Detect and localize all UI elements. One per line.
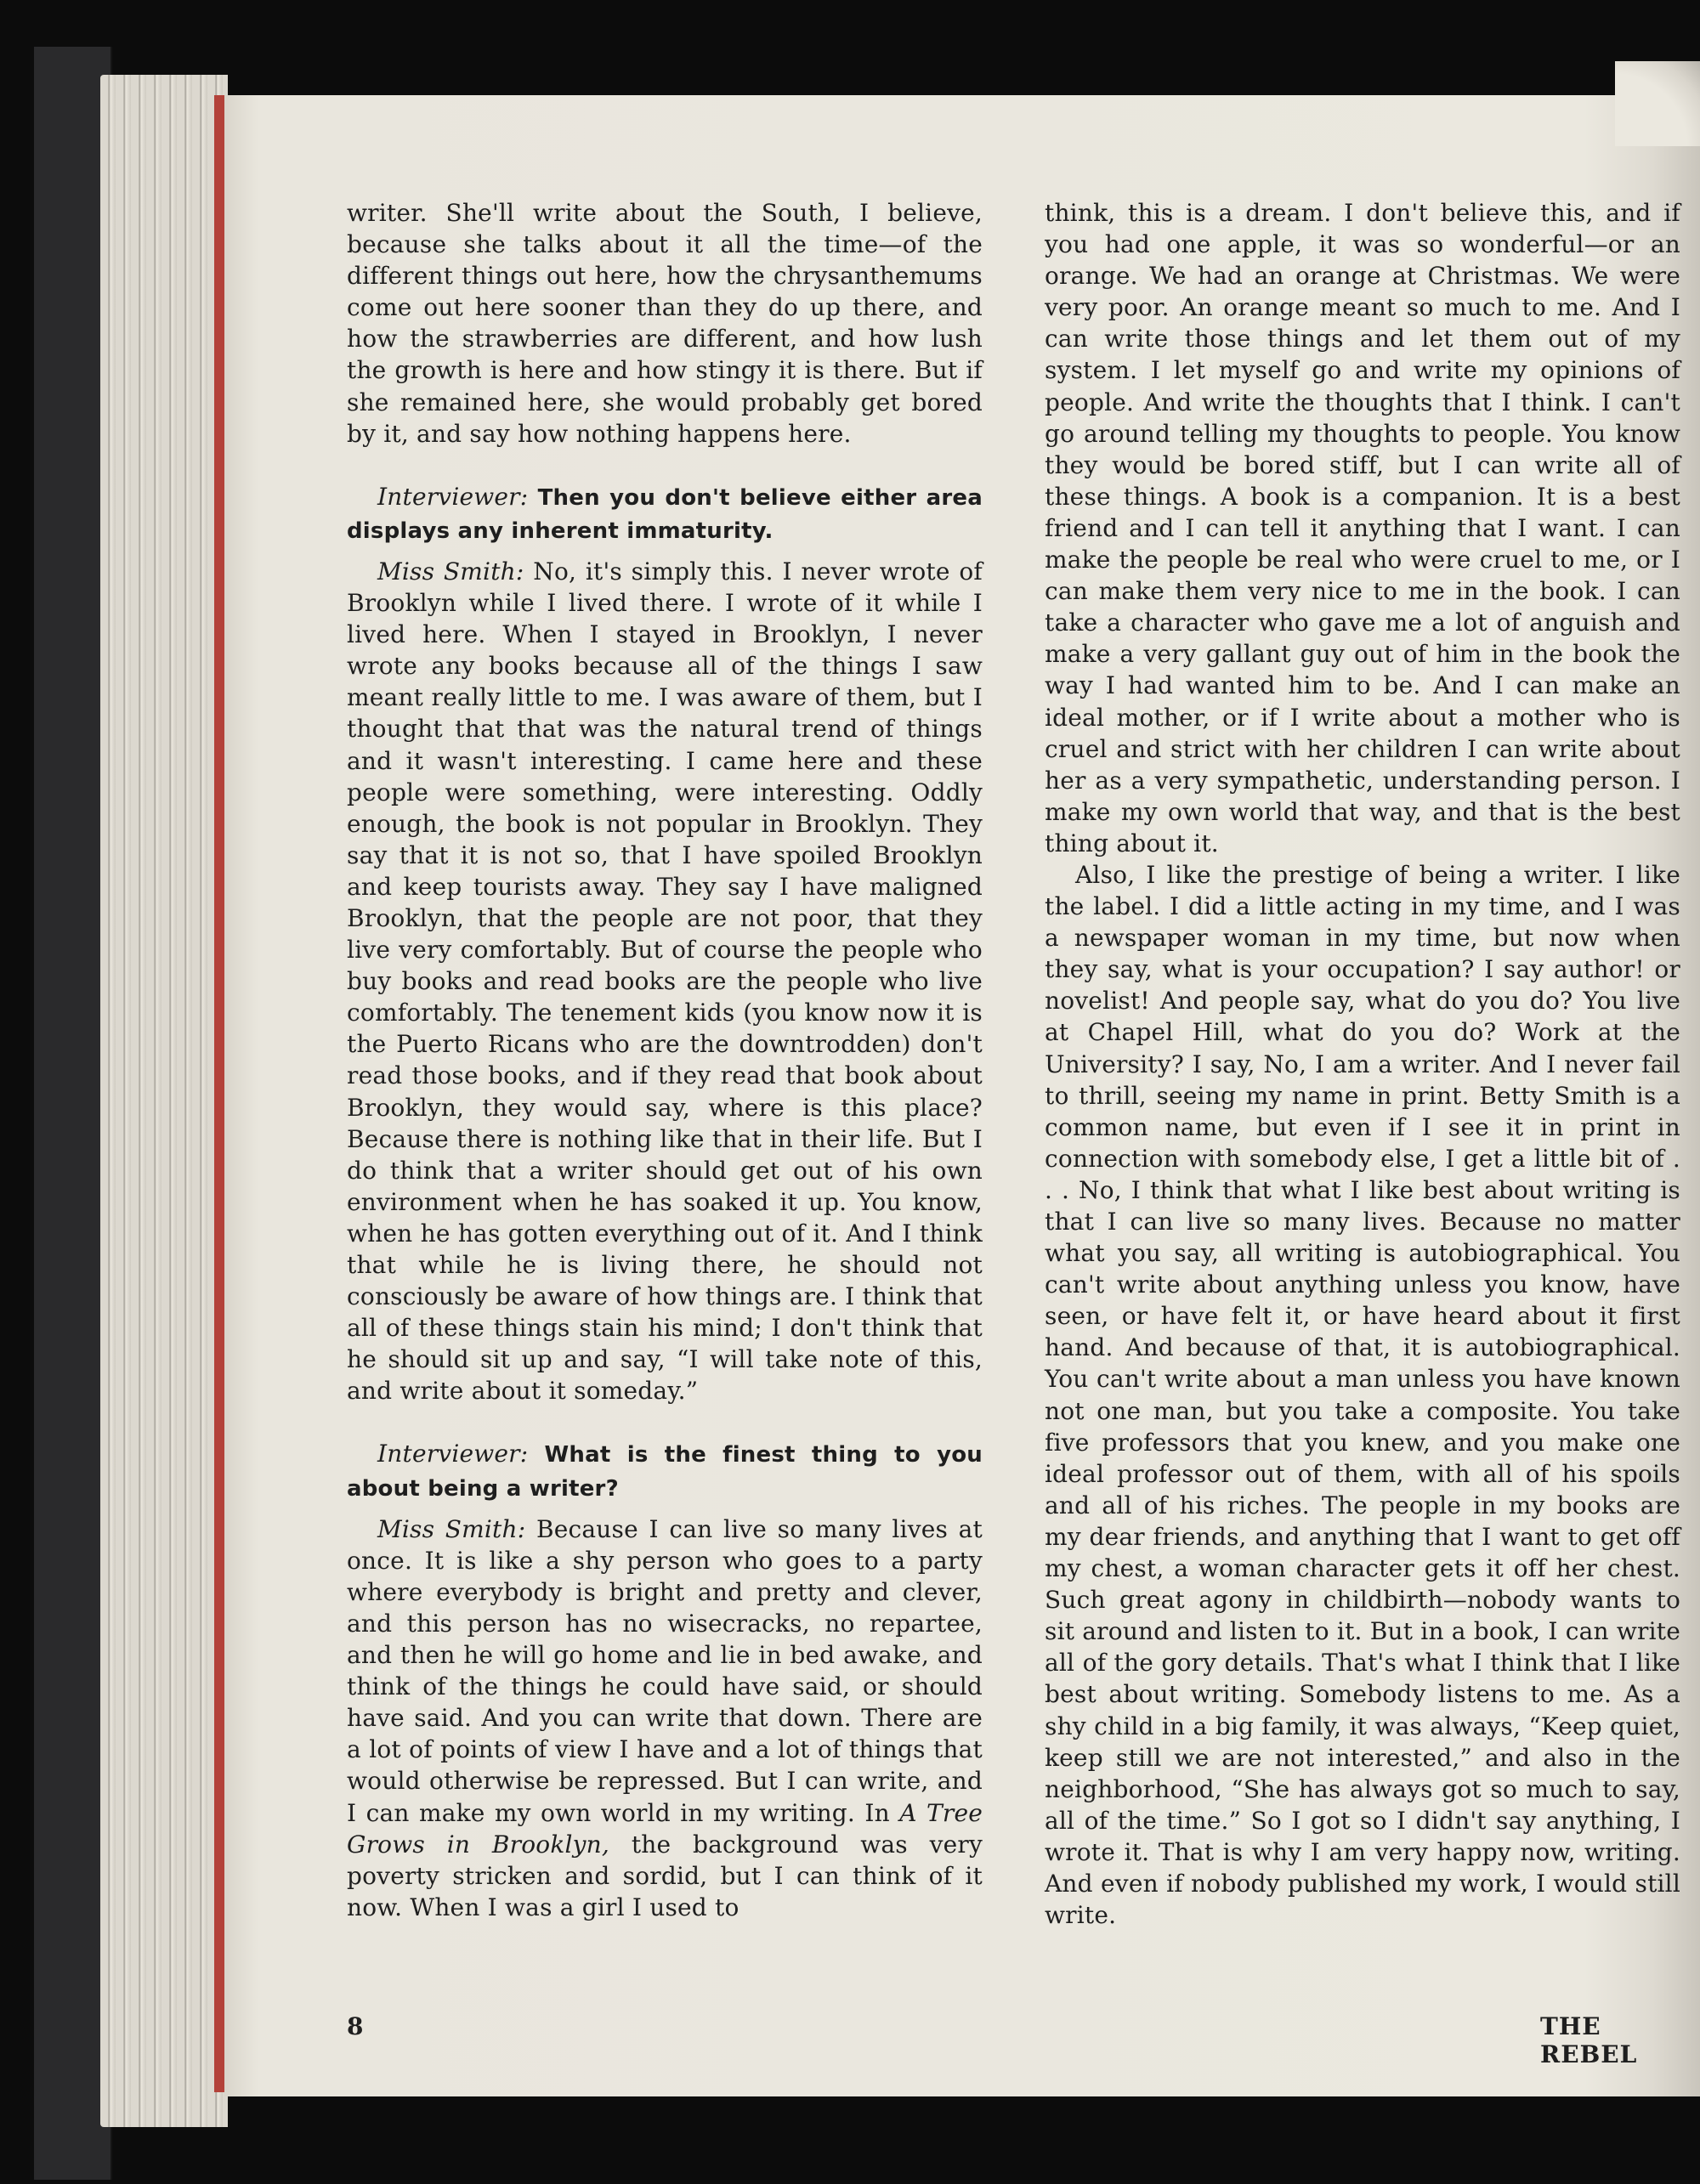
interview-question <box>347 1438 983 1504</box>
speaker-label: Interviewer: <box>377 1440 529 1468</box>
right-column <box>1045 197 1680 1931</box>
page-number: 8 <box>347 2012 364 2040</box>
interview-answer <box>347 1514 983 1923</box>
left-column <box>347 197 983 1923</box>
answer-text: No, it's simply this. I never wrote of Brooklyn while I lived there. I wrote of it while I lived here. When I stayed in Brooklyn, I never wrote any books because all of the things I saw meant really little to me. I was aware of them, but I thought that that was the natural trend of things and it wasn't interesting. I came here and these people were something, were interesting. Oddly enough, the book is not popular in Brooklyn. They say that it is not so, that I have spoiled Brooklyn and keep tourists away. They say I have maligned Brooklyn, that the people are not poor, that they live very comfortably. But of course the people who buy books and read books are the people who live comfortably. The tenement kids (you know now it is the Puerto Ricans who are the downtrodden) don't read those books, and if they read that book about Brooklyn, they would say, where is this place? Because there is nothing like that in their life. But I do think that a writer should get out of his own environment when he has soaked it up. You know, when he has gotten everything out of it. And I think that while he is living there, he should not consciously be aware of how things are. I think that all of these things stain his mind; I don't think that he should sit up and say, “I will take note of this, and write about it someday.” <box>347 557 983 1406</box>
paragraph: writer. She'll write about the South, I believe, because she talks about it all the time—of the different things out here, how the chrysanthemums come out here sooner than they do up there, and how the strawberries are different, and how lush the growth is here and how stingy it is there. But if she remained here, she would probably get bored by it, and say how nothing happens here. <box>347 199 983 448</box>
answer-text: Because I can live so many lives at once. It is like a shy person who goes to a party where everybody is bright and pretty and clever, and this person has no wisecracks, no repartee, and then he will go home and lie in bed awake, and think of the things he could have said, or should have said. And you can write that down. There are a lot of points of view I have and a lot of things that would otherwise be repressed. But I can write, and I can make my own world in my writing. In <box>347 1514 983 1827</box>
paragraph: think, this is a dream. I don't believe this, and if you had one apple, it was so wonderful—or an orange. We had an orange at Christmas. We were very poor. An orange meant so much to me. And I can write those things and let them out of my system. I let myself go and write my opinions of people. And write the thoughts that I think. I can't go around telling my thoughts to people. You know they would be bored stiff, but I can write all of these things. A book is a companion. It is a best friend and I can tell it anything that I want. I can make the people be real who were cruel to me, or I can make them very nice to me in the book. I can take a character who gave me a lot of anguish and make a very gallant guy out of him in the book the way I had wanted him to be. And I can make an ideal mother, or if I write about a mother who is cruel and strict with her children I can write about her as a very sympathetic, understanding person. I make my own world that way, and that is the best thing about it. <box>1045 199 1680 857</box>
question-text: Then you don't believe either area displays any inherent immaturity. <box>347 484 983 544</box>
page-curl <box>1615 61 1700 146</box>
answer-text-continued: the background was very poverty stricken and sordid, but I can think of it now. When I was a girl I used to <box>347 1830 983 1921</box>
question-text: What is the finest thing to you about being a writer? <box>347 1442 983 1502</box>
running-footer: THE REBEL <box>1540 2012 1638 2068</box>
speaker-label: Miss Smith: <box>377 557 524 586</box>
page-edge-stack <box>100 75 228 2127</box>
interview-answer <box>347 556 983 1407</box>
book-title: A Tree Grows in Brooklyn, <box>347 1798 983 1859</box>
interview-question <box>347 481 983 547</box>
red-page-edge <box>214 95 224 2092</box>
speaker-label: Interviewer: <box>377 482 529 511</box>
speaker-label: Miss Smith: <box>377 1514 526 1543</box>
paragraph: Also, I like the prestige of being a writer. I like the label. I did a little acting in my time, and I was a newspaper woman in my time, but now when they say, what is your occupation? I say author! or novelist! And people say, what do you do? You live at Chapel Hill, what do you do? Work at the University? I say, No, I am a writer. And I never fail to thrill, seeing my name in print. Betty Smith is a common name, but even if I see it in print in connection with somebody else, I get a little bit of . . . No, I think that what I like best about writing is that I can live so many lives. Because no matter what you say, all writing is autobiographical. You can't write about anything unless you know, have seen, or have felt it, or have heard about it first hand. And because of that, it is autobiographical. You can't write about a man unless you have known not one man, but you take a composite. You take five professors that you knew, and you make one ideal professor out of them, with all of his spoils and all of his riches. The people in my books are my dear friends, and anything that I want to get off my chest, a woman character gets it off her chest. Such great agony in childbirth—nobody wants to sit around and listen to it. But in a book, I can write all of the gory details. That's what I think that I like best about writing. Somebody listens to me. As a shy child in a big family, it was always, “Keep quiet, keep still we are not interested,” and also in the neighborhood, “She has always got so much to say, all of the time.” So I got so I didn't say anything, I wrote it. That is why I am very happy now, writing. And even if nobody published my work, I would still write. <box>1045 860 1680 1930</box>
